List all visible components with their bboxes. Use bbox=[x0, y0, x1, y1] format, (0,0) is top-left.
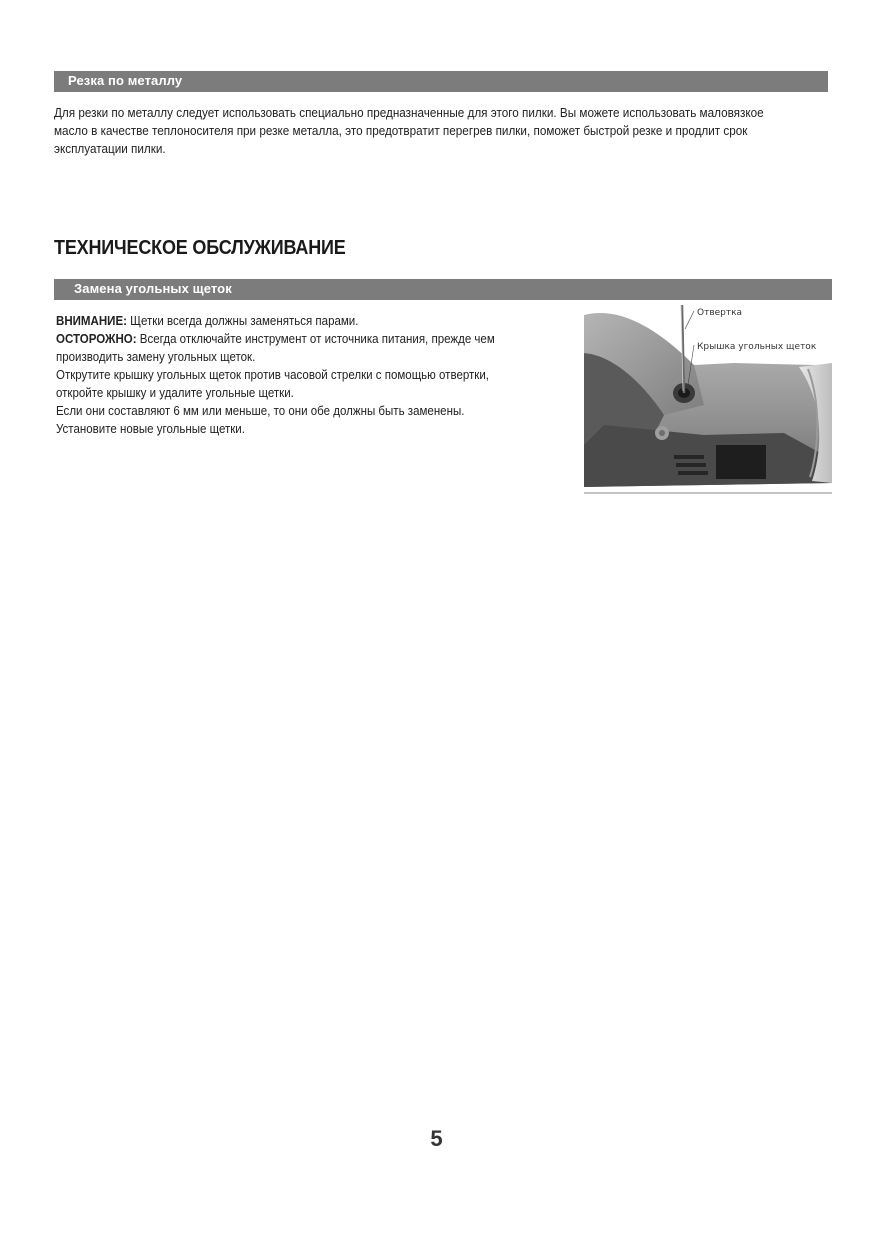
metal-cutting-paragraph: Для резки по металлу следует использовать специально предназначенные для этого пилки. Вы можете использовать маловязкое масло в качестве теплоносителя при резке металла, это предотвратит перегрев пилки, поможет быстрой резке и продлит срок эксплуатации пилки. bbox=[54, 106, 764, 156]
attention-text: Щетки всегда должны заменяться парами. bbox=[126, 314, 359, 328]
section-title: Замена угольных щеток bbox=[74, 281, 232, 296]
step-install-new: Установите новые угольные щетки. bbox=[56, 422, 245, 436]
attention-line bbox=[56, 312, 568, 330]
page-number: 5 bbox=[430, 1126, 443, 1151]
brush-replacement-instructions bbox=[56, 312, 568, 438]
caution-label: ОСТОРОЖНО: bbox=[56, 332, 137, 346]
callout-brush-cap: Крышка угольных щеток bbox=[697, 342, 817, 352]
caution-text: Всегда отключайте инструмент от источника питания, прежде чем bbox=[136, 332, 495, 346]
caution-line-continued: производить замену угольных щеток. bbox=[56, 350, 256, 364]
section-title: Резка по металлу bbox=[68, 73, 183, 88]
saw-illustration bbox=[584, 305, 832, 494]
brush-replacement-photo bbox=[584, 305, 832, 494]
callout-screwdriver: Отвертка bbox=[697, 308, 743, 318]
section-header-brush-replacement bbox=[54, 279, 832, 300]
step-unscrew-cap: Открутите крышку угольных щеток против часовой стрелки с помощью отвертки, bbox=[56, 368, 489, 382]
step-check-length: Если они составляют 6 мм или меньше, то они обе должны быть заменены. bbox=[56, 404, 465, 418]
step-remove-brushes: откройте крышку и удалите угольные щетки. bbox=[56, 386, 294, 400]
attention-label: ВНИМАНИЕ: bbox=[56, 314, 127, 328]
caution-line bbox=[56, 330, 568, 348]
maintenance-heading: ТЕХНИЧЕСКОЕ ОБСЛУЖИВАНИЕ bbox=[54, 237, 346, 259]
section-header-metal-cutting bbox=[54, 71, 828, 92]
